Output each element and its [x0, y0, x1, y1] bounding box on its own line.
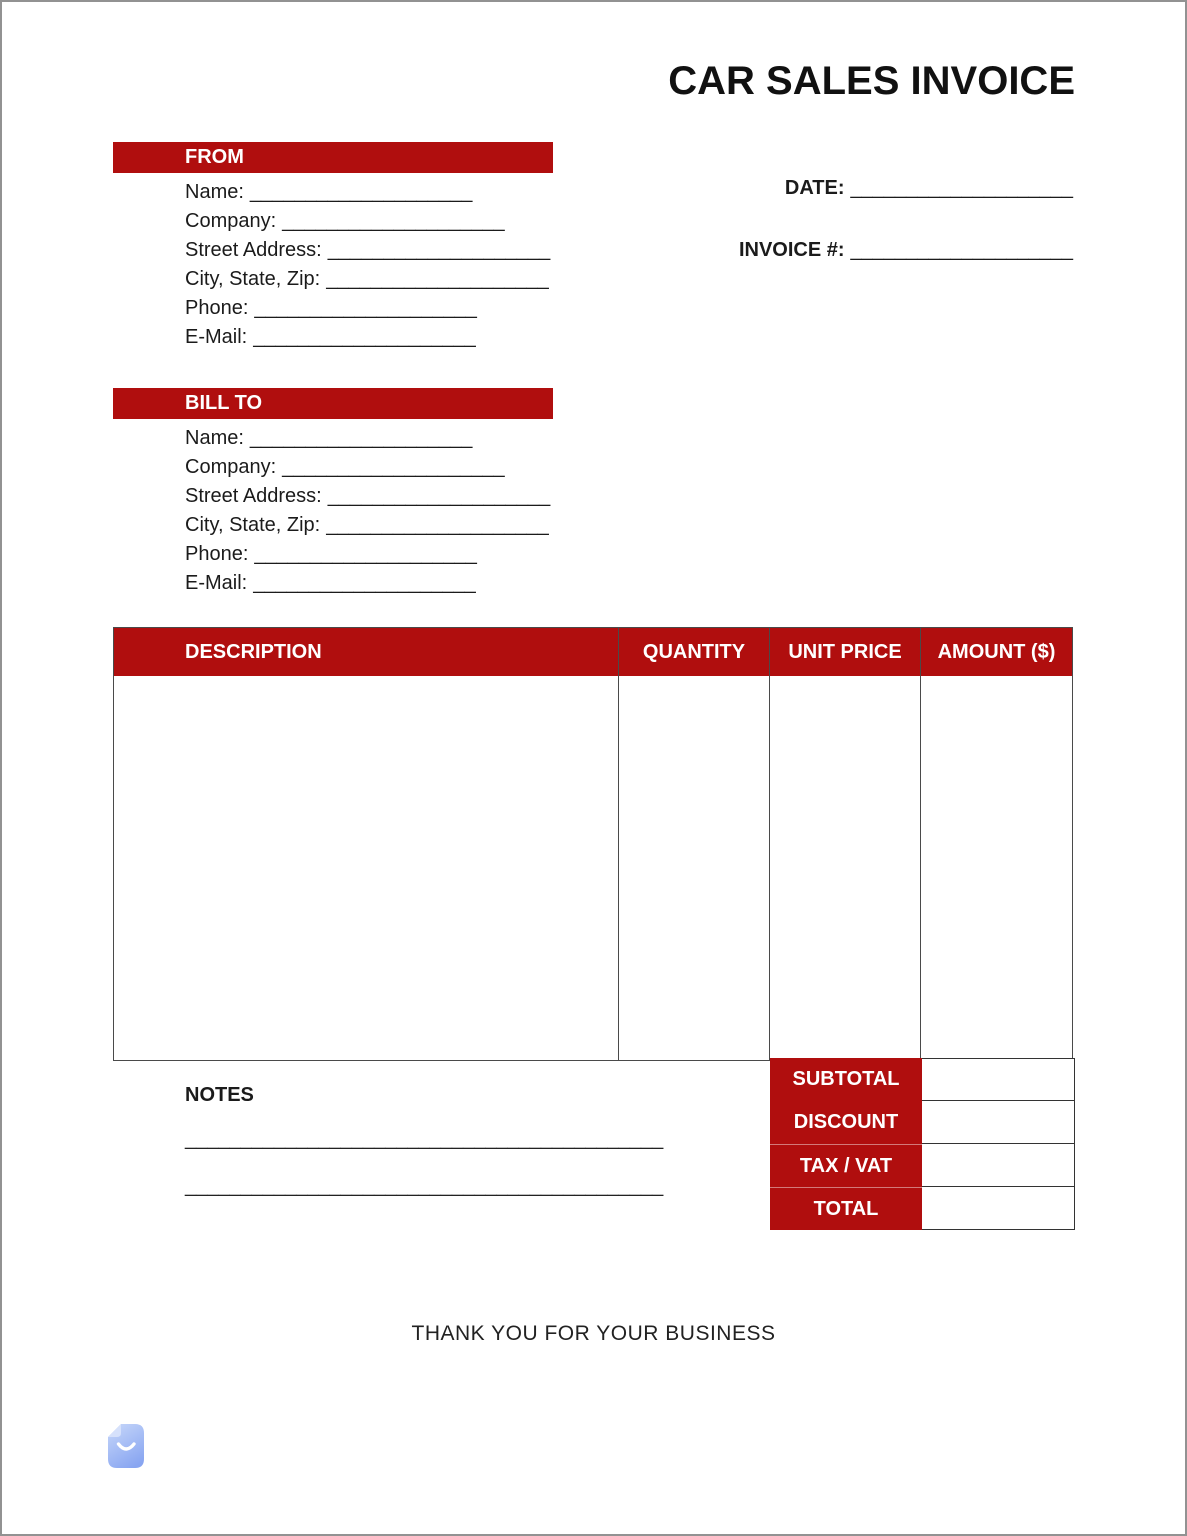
items-table-header [114, 628, 1072, 676]
total-value[interactable] [922, 1187, 1075, 1230]
bill-to-field-name[interactable] [185, 424, 550, 453]
invoice-number-field[interactable] [739, 239, 1073, 262]
from-fields [185, 178, 550, 352]
date-field[interactable] [785, 177, 1073, 200]
page-title: CAR SALES INVOICE [668, 59, 1075, 103]
from-field-phone[interactable] [185, 294, 550, 323]
total-row [770, 1187, 1075, 1230]
field-blank-line[interactable]: ____________________ [254, 543, 477, 565]
tax-vat-value[interactable] [922, 1144, 1075, 1187]
unit-price-cell[interactable] [770, 676, 921, 1060]
field-label: Company: [185, 210, 277, 232]
date-blank-line[interactable]: ____________________ [850, 177, 1073, 199]
from-section-header [113, 142, 553, 173]
field-blank-line[interactable]: ____________________ [326, 514, 549, 536]
from-field-email[interactable] [185, 323, 550, 352]
subtotal-value[interactable] [922, 1058, 1075, 1101]
tax-vat-row [770, 1144, 1075, 1187]
bill-to-fields [185, 424, 550, 598]
field-label: Name: [185, 181, 244, 203]
field-label: Street Address: [185, 485, 322, 507]
from-field-city-state-zip[interactable] [185, 265, 550, 294]
field-label: E-Mail: [185, 572, 248, 594]
field-blank-line[interactable]: ____________________ [249, 427, 473, 449]
document-smile-icon [108, 1424, 144, 1468]
field-label: City, State, Zip: [185, 268, 321, 290]
field-label: Company: [185, 456, 277, 478]
total-label: TOTAL [770, 1187, 922, 1230]
quantity-cell[interactable] [619, 676, 770, 1060]
discount-row [770, 1101, 1075, 1144]
discount-label: DISCOUNT [770, 1101, 922, 1144]
field-blank-line[interactable]: ____________________ [253, 326, 476, 348]
field-blank-line[interactable]: ____________________ [327, 485, 551, 507]
bill-to-field-street-address[interactable] [185, 482, 550, 511]
field-label: Street Address: [185, 239, 322, 261]
from-field-street-address[interactable] [185, 236, 550, 265]
thank-you-message: THANK YOU FOR YOUR BUSINESS [411, 1322, 776, 1345]
subtotal-row [770, 1058, 1075, 1101]
bill-to-field-phone[interactable] [185, 540, 550, 569]
invoice-number-label: INVOICE #: [738, 239, 845, 261]
field-label: Phone: [185, 543, 249, 565]
bill-to-header-label: BILL TO [185, 392, 263, 414]
amount-cell[interactable] [921, 676, 1072, 1060]
notes-blank-line-2[interactable]: ___________________________________________ [185, 1175, 664, 1197]
notes-header: NOTES [185, 1084, 254, 1106]
field-blank-line[interactable]: ____________________ [327, 239, 551, 261]
column-header-unit-price: UNIT PRICE [770, 628, 921, 676]
items-table [113, 627, 1073, 1061]
invoice-number-blank-line[interactable]: ____________________ [850, 239, 1073, 261]
field-blank-line[interactable]: ____________________ [249, 181, 473, 203]
field-blank-line[interactable]: ____________________ [282, 210, 505, 232]
from-field-name[interactable] [185, 178, 550, 207]
totals-table [770, 1058, 1075, 1230]
discount-value[interactable] [922, 1101, 1075, 1144]
field-blank-line[interactable]: ____________________ [254, 297, 477, 319]
tax-vat-label: TAX / VAT [770, 1144, 922, 1187]
bill-to-section-header [113, 388, 553, 419]
items-table-body [114, 676, 1072, 1060]
field-blank-line[interactable]: ____________________ [253, 572, 476, 594]
field-blank-line[interactable]: ____________________ [282, 456, 505, 478]
bill-to-field-company[interactable] [185, 453, 550, 482]
bill-to-field-email[interactable] [185, 569, 550, 598]
from-field-company[interactable] [185, 207, 550, 236]
date-label: DATE: [784, 177, 845, 199]
column-header-quantity: QUANTITY [619, 628, 770, 676]
from-header-label: FROM [185, 146, 244, 168]
column-header-amount: AMOUNT ($) [937, 640, 1056, 663]
description-cell[interactable] [114, 676, 619, 1060]
field-label: Phone: [185, 297, 249, 319]
field-label: Name: [185, 427, 244, 449]
bill-to-field-city-state-zip[interactable] [185, 511, 550, 540]
field-label: E-Mail: [185, 326, 248, 348]
field-label: City, State, Zip: [185, 514, 321, 536]
subtotal-label: SUBTOTAL [770, 1058, 922, 1101]
column-header-description: DESCRIPTION [114, 628, 619, 676]
notes-blank-line-1[interactable]: ___________________________________________ [185, 1128, 664, 1150]
field-blank-line[interactable]: ____________________ [326, 268, 549, 290]
